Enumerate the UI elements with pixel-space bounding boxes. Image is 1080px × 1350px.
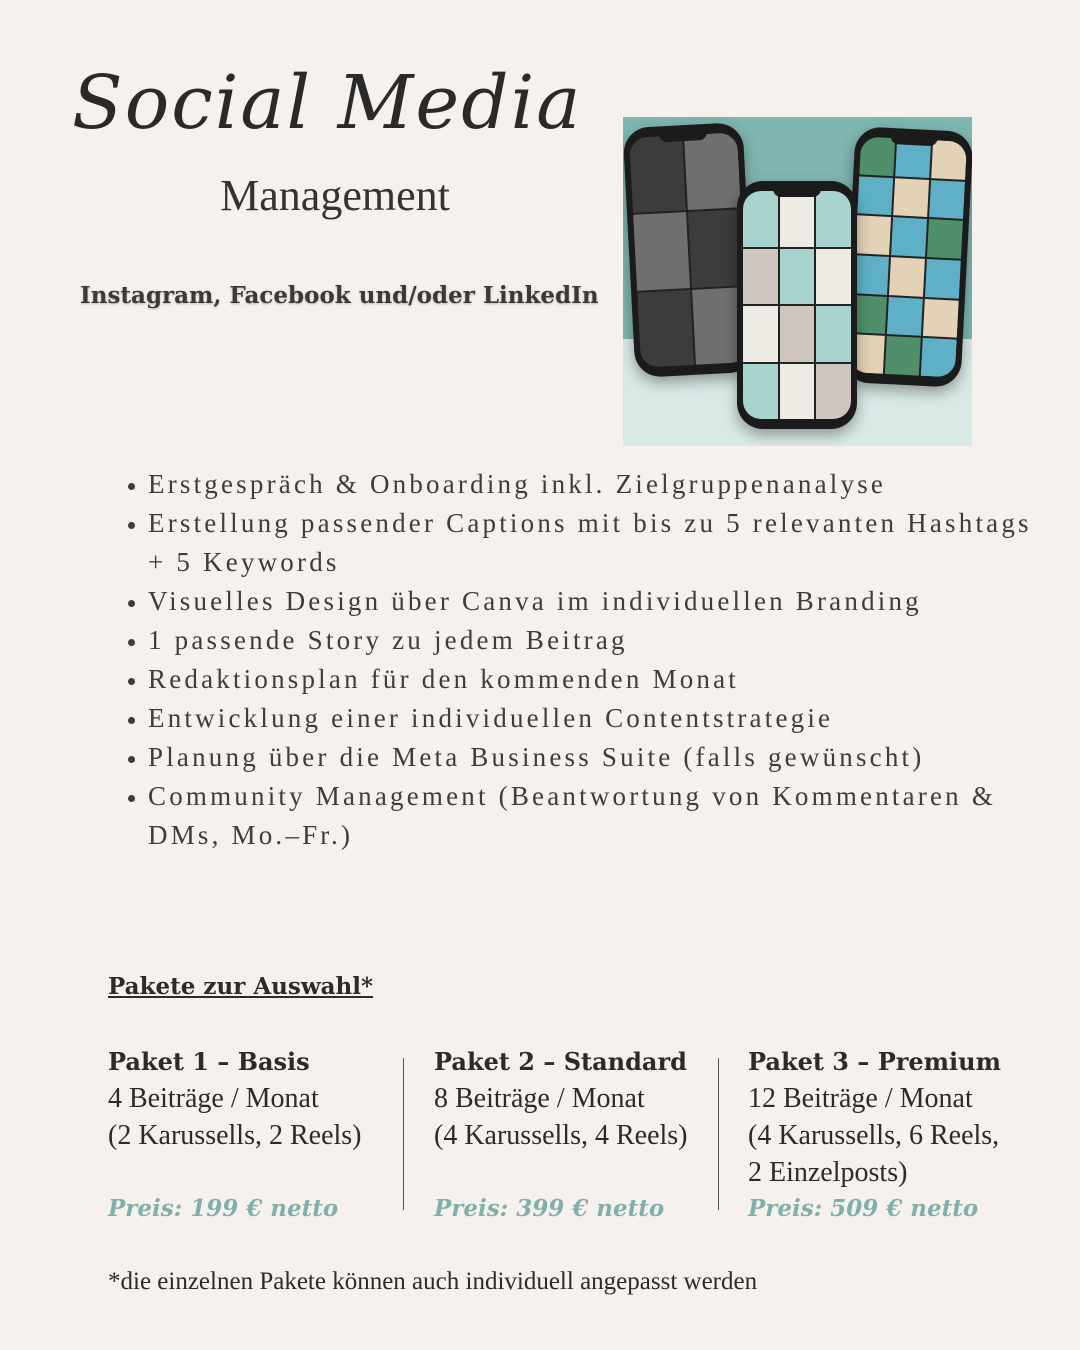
list-item: • Redaktionsplan für den kommenden Monat [148, 660, 1048, 699]
package-detail: 12 Beiträge / Monat [748, 1083, 973, 1114]
divider [403, 1058, 404, 1210]
list-item: • Planung über die Meta Business Suite (falls gewünscht) [148, 738, 1048, 777]
list-item: • Erstellung passender Captions mit bis zu 5 relevanten Hashtags + 5 Keywords [148, 504, 1048, 582]
platforms-line: Instagram, Facebook und/oder LinkedIn [80, 282, 599, 309]
divider [718, 1058, 719, 1210]
package-name: Paket 3 – Premium [748, 1047, 1002, 1076]
list-item: • Visuelles Design über Canva im individuellen Branding [148, 582, 1048, 621]
list-item: • 1 passende Story zu jedem Beitrag [148, 621, 1048, 660]
package-detail: 8 Beiträge / Monat [434, 1083, 645, 1114]
feature-list [118, 465, 1048, 855]
package-price: Preis: 199 € netto [108, 1195, 339, 1222]
package-detail: (4 Karussells, 4 Reels) [434, 1120, 688, 1151]
package-premium [748, 1043, 1038, 1222]
phone-right [842, 126, 972, 388]
page-title-script: Social Media [72, 60, 583, 146]
phone-center [737, 181, 857, 429]
package-detail: (2 Karussells, 2 Reels) [108, 1120, 362, 1151]
packages-heading: Pakete zur Auswahl* [108, 973, 374, 1000]
phone-left [623, 122, 755, 378]
package-detail: 4 Beiträge / Monat [108, 1083, 319, 1114]
list-item: • Community Management (Beantwortung von Kommentaren & DMs, Mo.–Fr.) [148, 777, 1048, 855]
package-name: Paket 2 – Standard [434, 1047, 687, 1076]
package-detail: 2 Einzelposts) [748, 1157, 908, 1188]
phone-mockup-image [623, 117, 972, 446]
package-price: Preis: 399 € netto [434, 1195, 665, 1222]
package-detail: (4 Karussells, 6 Reels, [748, 1120, 1000, 1151]
package-price: Preis: 509 € netto [748, 1195, 979, 1222]
package-standard [434, 1043, 709, 1222]
footnote: *die einzelnen Pakete können auch individuell angepasst werden [108, 1268, 758, 1295]
page-subtitle: Management [220, 171, 450, 220]
list-item: • Erstgespräch & Onboarding inkl. Zielgruppenanalyse [148, 465, 1048, 504]
package-basis [108, 1043, 388, 1222]
package-name: Paket 1 – Basis [108, 1047, 310, 1076]
list-item: • Entwicklung einer individuellen Contentstrategie [148, 699, 1048, 738]
